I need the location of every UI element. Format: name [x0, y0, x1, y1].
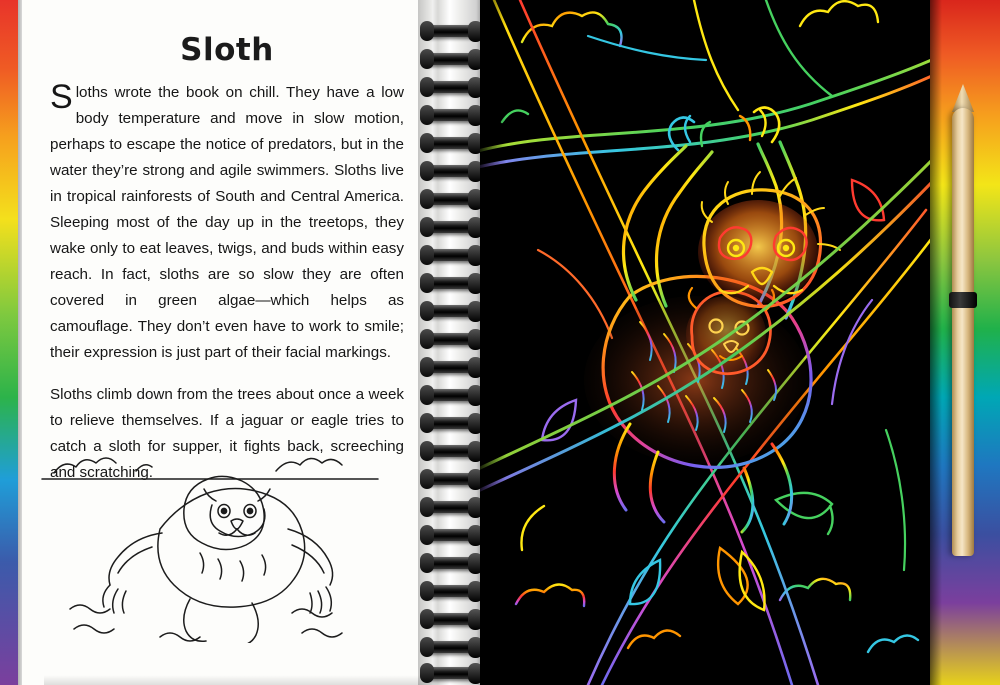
binding-coil	[418, 18, 484, 44]
binding-coil	[418, 550, 484, 576]
binding-coil	[418, 130, 484, 156]
sloth-line-drawing	[40, 413, 380, 643]
binding-coil	[418, 578, 484, 604]
binding-coil	[418, 438, 484, 464]
binding-coil	[418, 660, 484, 685]
spiral-wire-binding	[418, 0, 484, 685]
binding-coil	[418, 214, 484, 240]
binding-coil	[418, 74, 484, 100]
left-page-bottom-shadow	[44, 675, 454, 685]
right-edge-shadow	[930, 0, 942, 685]
binding-coil	[418, 102, 484, 128]
wooden-scratch-stylus[interactable]	[952, 108, 974, 556]
binding-coil	[418, 186, 484, 212]
right-scratch-art-page	[480, 0, 930, 685]
binding-coil	[418, 242, 484, 268]
rainbow-foil-edge-left	[0, 0, 18, 685]
page-title: Sloth	[180, 32, 274, 68]
binding-coil	[418, 466, 484, 492]
binding-coil	[418, 634, 484, 660]
binding-coil	[418, 326, 484, 352]
stylus-elastic-band	[949, 292, 977, 308]
binding-coil	[418, 382, 484, 408]
binding-coil	[418, 606, 484, 632]
binding-coil	[418, 494, 484, 520]
binding-coil	[418, 270, 484, 296]
body-paragraph-1: Sloths wrote the book on chill. They have a low body temperature and move in slow motion, perhaps to escape the notice of predators, but in the water they’re strong and agile swimmers. Sloths live in tropical rainforests of South and Central America. Sleeping most of the day up in the treetops, they wake only to eat leaves, twigs, and buds within easy reach. In fact, sloths are so slow they are often covered in green algae—which helps as camouflage. They don’t even have to work to smile; their expression is just part of their facial markings.	[50, 78, 404, 361]
binding-coil	[418, 354, 484, 380]
binding-coil	[418, 46, 484, 72]
left-text-page	[22, 0, 432, 685]
binding-coil	[418, 298, 484, 324]
sloth-scratch-art	[480, 0, 930, 685]
body-paragraph-2: Sloths climb down from the trees about once a week to relieve themselves. If a jaguar or eagle tries to catch a sloth for supper, it fights back, screeching and scratching.	[50, 386, 404, 481]
binding-coil	[418, 410, 484, 436]
binding-coil	[418, 158, 484, 184]
binding-coil	[418, 522, 484, 548]
